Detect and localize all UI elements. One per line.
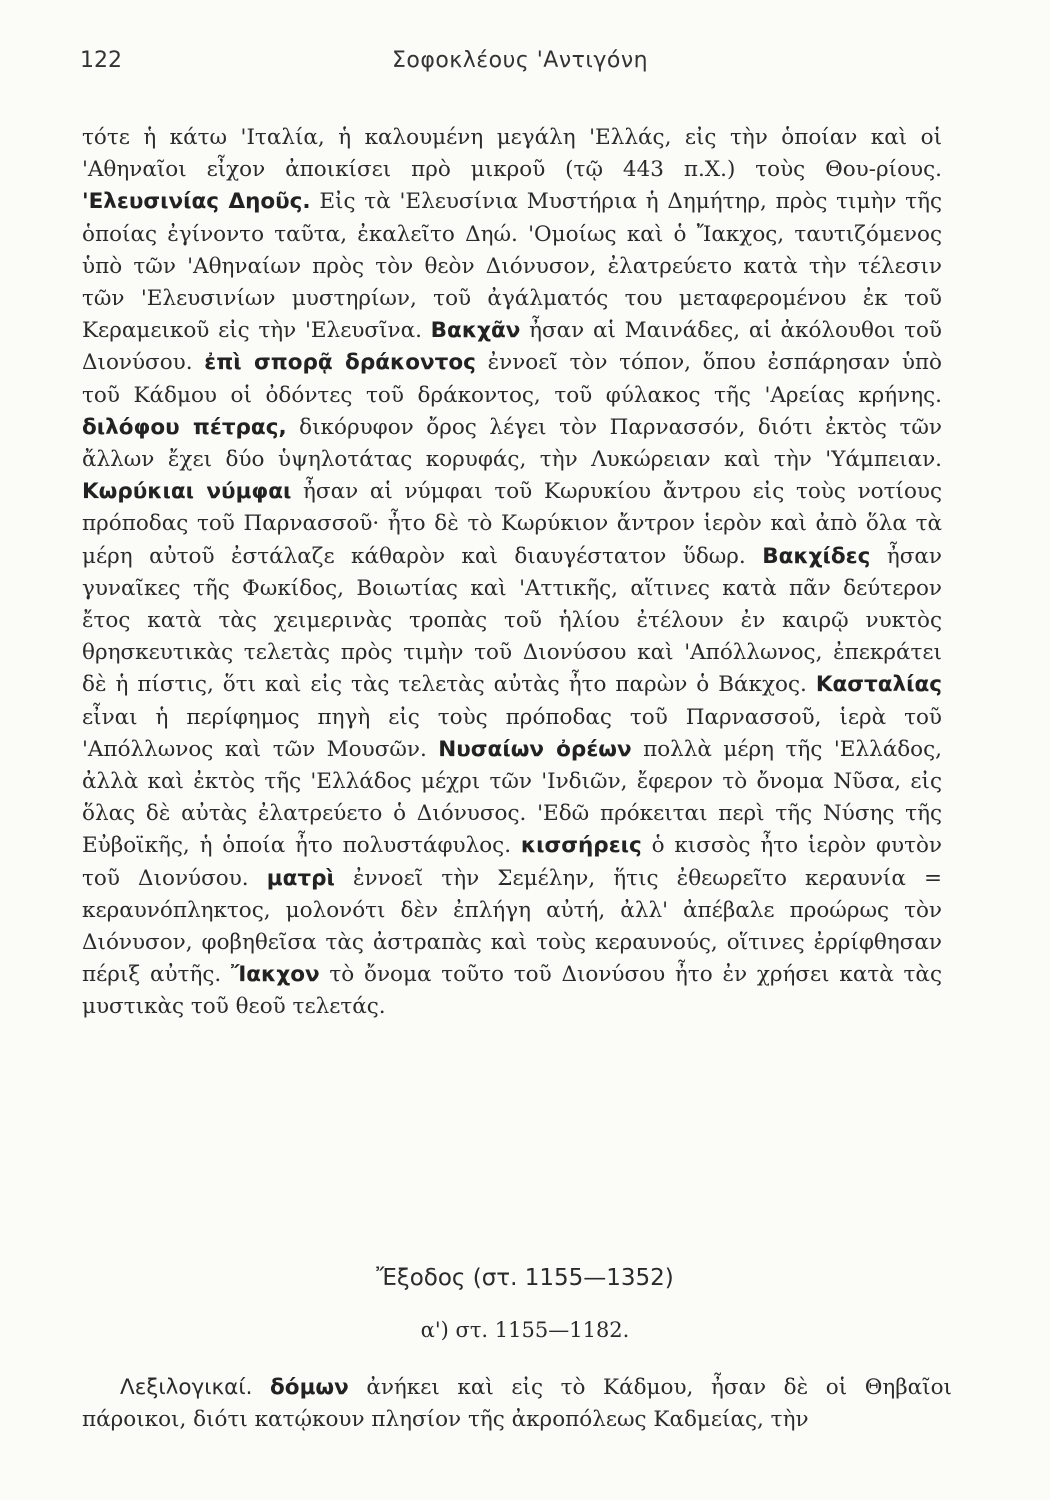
gloss-korykiai: ἦσαν αἱ νύμφαι τοῦ Κωρυκίου ἄντρου εἰς τοὺς νοτίους πρόποδας τοῦ Παρνασσοῦ· ἦτο δὲ τὸ Κωρύκιον ἄντρον ἱερὸν καὶ ἀπὸ ὅλα τὰ μέρη αὐτοῦ ἐστάλαζε κάθαρὸν καὶ διαυγέστατον ὕδωρ. <box>82 479 942 569</box>
lexical-notes <box>82 1372 952 1436</box>
term-korykiai: Κωρύκιαι νύμφαι <box>82 479 292 505</box>
lexical-heading: Λεξιλογικαί. <box>120 1375 253 1400</box>
subsection-title: α') στ. 1155—1182. <box>420 1318 630 1342</box>
term-nysaion: Νυσαίων ὀρέων <box>438 736 632 762</box>
gloss-kissireis: ὁ κισσὸς ἦτο ἱερὸν φυτὸν τοῦ Διονύσου. <box>82 833 942 891</box>
page-header <box>80 48 960 88</box>
gloss-dilofou: δικόρυφον ὄρος λέγει τὸν Παρνασσόν, διότι ἐκτὸς τῶν ἄλλων ἔχει δύο ὑψηλοτάτας κορυφάς, τὴν Λυκώρειαν καὶ τὴν 'Υάμπειαν. <box>82 414 943 473</box>
term-kissireis: κισσήρεις <box>520 833 642 859</box>
term-bakchan: Βακχᾶν <box>430 318 521 344</box>
gloss-epi-spora: ἐννοεῖ τὸν τόπον, ὅπου ἐσπάρησαν ὑπὸ τοῦ Κάδμου οἱ ὀδόντες τοῦ δράκοντος, τοῦ φύλακος τῆς 'Αρείας κρήνης. <box>82 350 942 408</box>
gloss-iakchon: τὸ ὄνομα τοῦτο τοῦ Διονύσου ἦτο ἐν χρήσει κατὰ τὰς μυστικὰς τοῦ θεοῦ τελετάς. <box>82 962 942 1020</box>
term-eleusinias: 'Ελευσινίας Δηοῦς. <box>82 189 311 215</box>
gloss-bakchides: ἦσαν γυναῖκες τῆς Φωκίδος, Βοιωτίας καὶ 'Αττικῆς, αἵτινες κατὰ πᾶν δεύτερον ἔτος κατὰ τὰς χειμερινὰς τροπὰς τοῦ ἡλίου ἐτέλουν ἐν καιρῷ νυκτὸς θρησκευτικὰς τελετὰς πρὸς τιμὴν τοῦ Διονύσου καὶ 'Απόλλωνος, ἐπεκράτει δὲ ἡ πίστις, ὅτι καὶ εἰς τὰς τελετὰς αὐτὰς ἦτο παρὼν ὁ Βάκχος. <box>82 543 942 698</box>
section-title: Ἔξοδος (στ. 1155—1352) <box>376 1265 674 1291</box>
term-domon: δόμων <box>270 1375 349 1400</box>
term-bakchides: Βακχίδες <box>762 543 871 569</box>
running-title: Σοφοκλέους 'Αντιγόνη <box>391 48 649 73</box>
gloss-kastalias: εἶναι ἡ περίφημος πηγὴ εἰς τοὺς πρόποδας τοῦ Παρνασσοῦ, ἱερὰ τοῦ 'Απόλλωνος καὶ τῶν Μουσῶν. <box>82 704 942 762</box>
opening-line-2: οἱ 'Αθηναῖοι εἶχον ἀποικίσει πρὸ μικροῦ (τῷ 443 π.Χ.) τοὺς Θου- <box>82 125 942 183</box>
gloss-domon: ἀνήκει καὶ εἰς τὸ Κάδμου, ἦσαν δὲ οἱ Θηβαῖοι πάροικοι, διότι κατῴκουν πλησίον τῆς ἀκροπόλεως Καδμείας, τὴν <box>82 1375 952 1433</box>
term-kastalias: Κασταλίας <box>815 672 942 698</box>
gloss-bakchan: ἦσαν αἱ Μαινάδες, αἱ ἀκόλουθοι τοῦ Διονύσου. <box>82 318 942 376</box>
term-dilofou: διλόφου πέτρας, <box>82 414 287 440</box>
gloss-eleusinias: Εἰς τὰ 'Ελευσίνια Μυστήρια ἡ Δημήτηρ, πρὸς τιμὴν τῆς ὁποίας ἐγίνοντο ταῦτα, ἐκαλεῖτο Δηώ. 'Ομοίως καὶ ὁ Ἴακχος, ταυτιζόμενος ὑπὸ τῶν 'Αθηναίων πρὸς τὸν θεὸν Διόνυσον, ἐλατρεύετο κατὰ τὴν τέλεσιν τῶν 'Ελευσινίων μυστηρίων, τοῦ ἀγάλματός του μεταφερομένου ἐκ τοῦ Κεραμεικοῦ εἰς τὴν 'Ελευσῖνα. <box>82 189 942 344</box>
gloss-nysaion: πολλὰ μέρη τῆς 'Ελλάδος, ἀλλὰ καὶ ἐκτὸς τῆς 'Ελλάδος μέχρι τῶν 'Ινδιῶν, ἔφερον τὸ ὄνομα Νῦσα, εἰς ὅλας δὲ αὐτὰς ἐλατρεύετο ὁ Διόνυσος. 'Εδῶ πρόκειται περὶ τῆς Νύσης τῆς Εὐβοϊκῆς, ἡ ὁποία ἦτο πολυστάφυλος. <box>82 736 942 859</box>
opening-line-1: τότε ἡ κάτω 'Ιταλία, ἡ καλουμένη μεγάλη 'Ελλάς, εἰς τὴν ὁποίαν καὶ <box>82 125 908 150</box>
term-epi-spora: ἐπὶ σπορᾷ δράκοντος <box>204 350 476 376</box>
term-iakchon: Ἴακχον <box>230 962 320 988</box>
commentary-text <box>82 122 942 1024</box>
page-number: 122 <box>80 48 122 73</box>
term-matri: ματρὶ <box>266 865 335 891</box>
gloss-matri: ἐννοεῖ τὴν Σεμέλην, ἥτις ἐθεωρεῖτο κεραυνία = κεραυνόπληκτος, μολονότι δὲν ἐπλήγη αὐτή, ἀλλ' ἀπέβαλε προώρως τὸν Διόνυσον, φοβηθεῖσα τὰς ἀστραπὰς καὶ τοὺς κεραυνούς, οἵτινες ἐρρίφθησαν πέριξ αὐτῆς. <box>82 865 942 988</box>
opening-line-3: ρίους. <box>876 157 942 183</box>
